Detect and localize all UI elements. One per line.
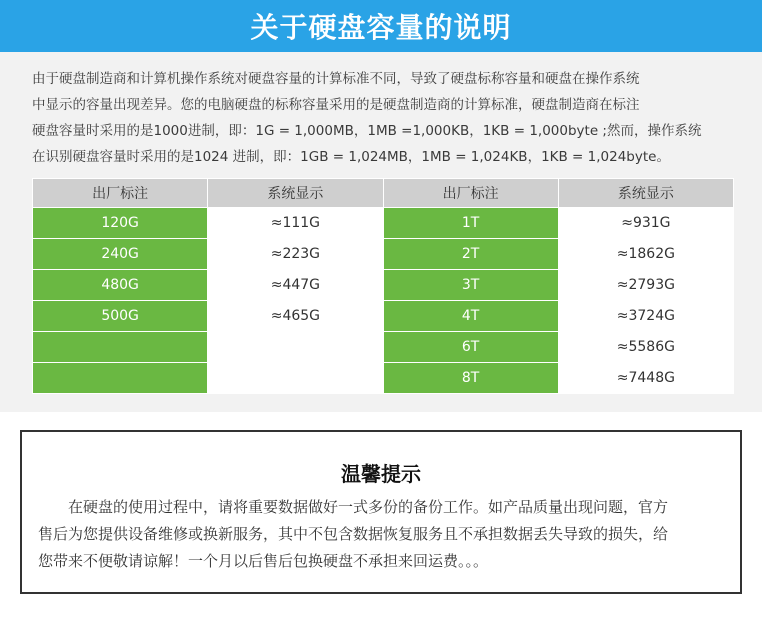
factory-capacity-cell — [33, 363, 208, 394]
notice-line: 您带来不便敬请谅解！一个月以后售后包换硬盘不承担来回运费。。。 — [38, 552, 489, 570]
system-capacity-cell: ≈5586G — [558, 332, 733, 363]
factory-capacity-cell: 3T — [383, 270, 558, 301]
intro-line: 由于硬盘制造商和计算机操作系统对硬盘容量的计算标准不同，导致了硬盘标称容量和硬盘在操作系统 — [32, 71, 640, 87]
factory-capacity-cell: 4T — [383, 301, 558, 332]
intro-line: 硬盘容量时采用的是1000进制，即：1G = 1,000MB，1MB =1,000KB，1KB = 1,000byte ;然而，操作系统 — [32, 123, 702, 139]
capacity-table — [32, 178, 734, 394]
factory-capacity-cell: 1T — [383, 208, 558, 239]
factory-capacity-cell: 240G — [33, 239, 208, 270]
intro-text — [32, 66, 732, 170]
intro-line: 中显示的容量出现差异。您的电脑硬盘的标称容量采用的是硬盘制造商的计算标准，硬盘制造商在标注 — [32, 97, 640, 113]
intro-line: 在识别硬盘容量时采用的是1024 进制，即：1GB = 1,024MB，1MB = 1,024KB，1KB = 1,024byte。 — [32, 149, 670, 165]
system-capacity-cell — [208, 363, 383, 394]
system-capacity-cell: ≈7448G — [558, 363, 733, 394]
factory-capacity-cell — [33, 332, 208, 363]
header-system-display: 系统显示 — [558, 179, 733, 208]
notice-line — [38, 494, 728, 521]
system-capacity-cell: ≈2793G — [558, 270, 733, 301]
table-row — [33, 363, 734, 394]
table-row — [33, 301, 734, 332]
factory-capacity-cell: 480G — [33, 270, 208, 301]
system-capacity-cell — [208, 332, 383, 363]
notice-title: 温馨提示 — [341, 462, 421, 486]
factory-capacity-cell: 6T — [383, 332, 558, 363]
page-title: 关于硬盘容量的说明 — [250, 11, 512, 44]
table-row — [33, 208, 734, 239]
table-header-row — [33, 179, 734, 208]
table-row — [33, 270, 734, 301]
system-capacity-cell: ≈447G — [208, 270, 383, 301]
system-capacity-cell: ≈111G — [208, 208, 383, 239]
header-system-display: 系统显示 — [208, 179, 383, 208]
header-factory-label: 出厂标注 — [33, 179, 208, 208]
notice-line: 售后为您提供设备维修或换新服务，其中不包含数据恢复服务且不承担数据丢失导致的损失，给 — [38, 525, 669, 543]
table-row — [33, 239, 734, 270]
system-capacity-cell: ≈931G — [558, 208, 733, 239]
notice-line-text: 在硬盘的使用过程中，请将重要数据做好一式多份的备份工作。如产品质量出现问题，官方 — [68, 498, 669, 516]
header-factory-label: 出厂标注 — [383, 179, 558, 208]
system-capacity-cell: ≈223G — [208, 239, 383, 270]
system-capacity-cell: ≈1862G — [558, 239, 733, 270]
header-banner — [0, 0, 762, 52]
factory-capacity-cell: 2T — [383, 239, 558, 270]
system-capacity-cell: ≈3724G — [558, 301, 733, 332]
factory-capacity-cell: 120G — [33, 208, 208, 239]
factory-capacity-cell: 500G — [33, 301, 208, 332]
factory-capacity-cell: 8T — [383, 363, 558, 394]
system-capacity-cell: ≈465G — [208, 301, 383, 332]
table-row — [33, 332, 734, 363]
notice-body — [38, 494, 728, 575]
notice-box — [20, 430, 742, 594]
